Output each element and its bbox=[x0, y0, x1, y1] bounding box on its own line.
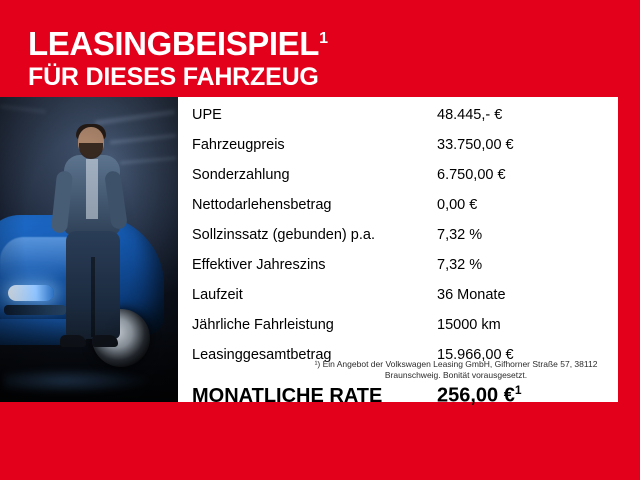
headline-line-2: FÜR DIESES FAHRZEUG bbox=[28, 63, 319, 91]
row-label: UPE bbox=[192, 107, 222, 123]
table-row bbox=[192, 287, 604, 317]
row-label: Sollzinssatz (gebunden) p.a. bbox=[192, 227, 375, 243]
monthly-rate-footnote-marker: 1 bbox=[514, 383, 522, 397]
row-value: 7,32 % bbox=[437, 257, 483, 273]
row-value: 15.966,00 € bbox=[437, 347, 514, 363]
person-leg-split bbox=[91, 257, 95, 337]
row-value: 6.750,00 € bbox=[437, 167, 506, 183]
row-label: Jährliche Fahrleistung bbox=[192, 317, 334, 333]
row-label: Laufzeit bbox=[192, 287, 243, 303]
person-shoe-right bbox=[92, 335, 118, 347]
person-figure bbox=[52, 127, 138, 367]
row-value: 48.445,- € bbox=[437, 107, 503, 123]
headline-line-1 bbox=[28, 22, 618, 61]
car-headlamp-icon bbox=[8, 285, 54, 301]
legal-disclaimer: ¹) Ein Angebot der Volkswagen Leasing GmbH, Gifhorner Straße 57, 38112 Braunschweig. Bonität vorausgesetzt. bbox=[314, 359, 598, 380]
headline-line-1-text: LEASINGBEISPIEL bbox=[28, 25, 320, 62]
table-row bbox=[192, 167, 604, 197]
monthly-rate-value bbox=[437, 383, 522, 408]
row-value: 0,00 € bbox=[437, 197, 478, 213]
monthly-rate-label: MONATLICHE RATE bbox=[192, 384, 383, 407]
row-label: Effektiver Jahreszins bbox=[192, 257, 326, 273]
table-row bbox=[192, 197, 604, 227]
row-label: Nettodarlehensbetrag bbox=[192, 197, 332, 213]
row-value: 33.750,00 € bbox=[437, 137, 514, 153]
table-row bbox=[192, 317, 604, 347]
monthly-rate-row bbox=[192, 383, 604, 419]
row-label: Fahrzeugpreis bbox=[192, 137, 285, 153]
row-value: 7,32 % bbox=[437, 227, 483, 243]
table-row bbox=[192, 257, 604, 287]
table-row bbox=[192, 137, 604, 167]
table-row bbox=[192, 107, 604, 137]
row-value: 15000 km bbox=[437, 317, 501, 333]
person-shoe-left bbox=[60, 335, 86, 347]
leasing-details-panel bbox=[178, 97, 618, 407]
person-shirt bbox=[86, 159, 98, 219]
row-value: 36 Monate bbox=[437, 287, 506, 303]
headline-footnote-marker: 1 bbox=[319, 30, 328, 47]
row-label: Sonderzahlung bbox=[192, 167, 290, 183]
ground-reflection bbox=[4, 368, 154, 394]
headline-block bbox=[28, 22, 618, 91]
vehicle-photo bbox=[0, 97, 178, 402]
monthly-rate-amount: 256,00 € bbox=[437, 384, 515, 407]
row-label: Leasinggesamtbetrag bbox=[192, 347, 332, 363]
table-row bbox=[192, 227, 604, 257]
